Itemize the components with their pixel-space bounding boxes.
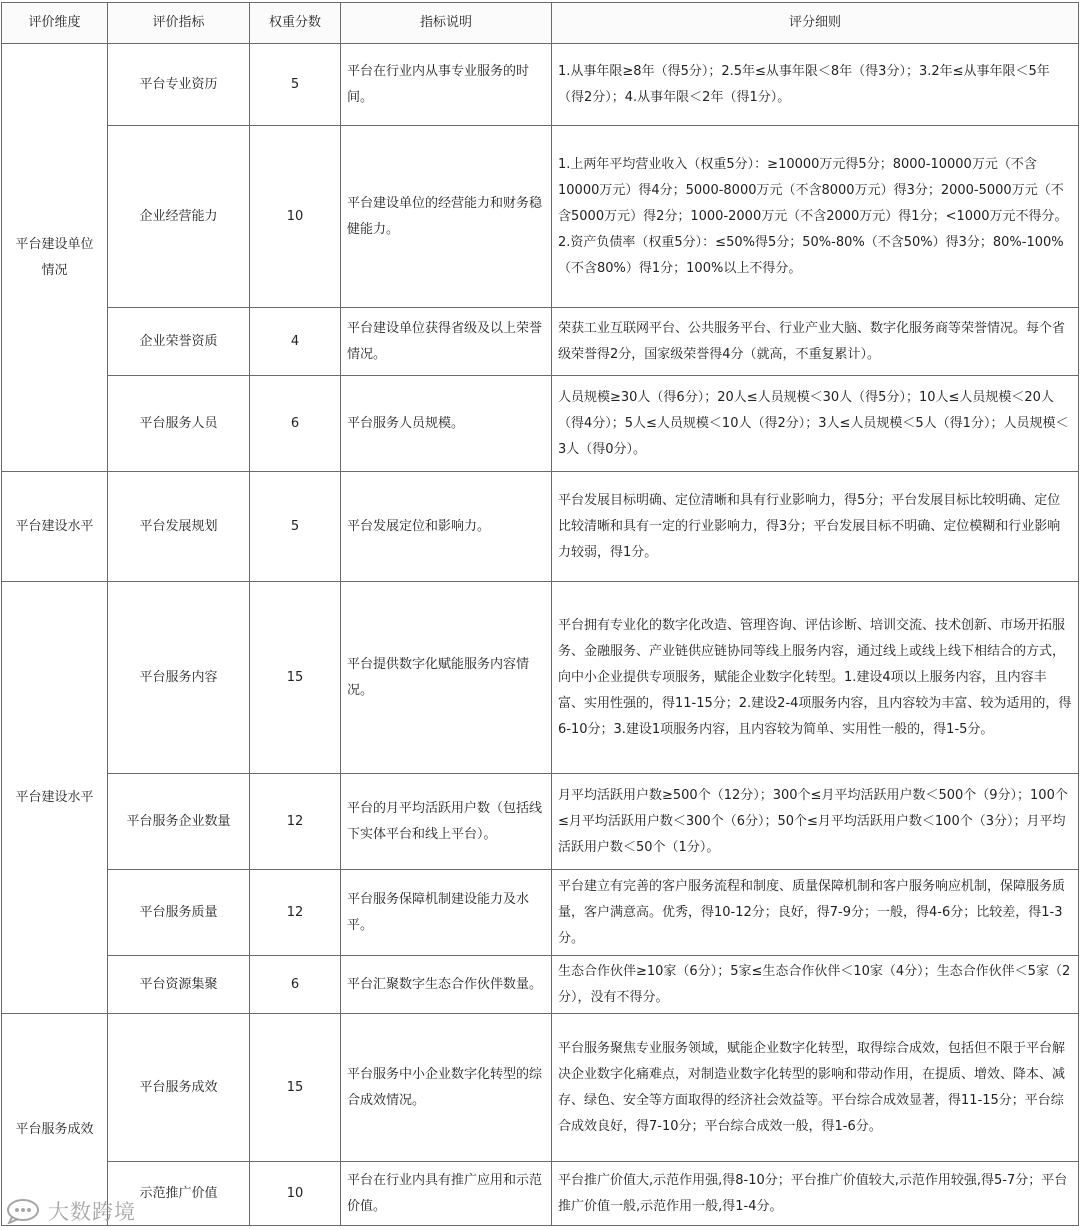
dimension-cell: 平台建设水平 — [2, 472, 108, 582]
rules-cell: 平台发展目标明确、定位清晰和具有行业影响力，得5分；平台发展目标比较明确、定位比较清晰和具有一定的行业影响力，得3分；平台发展目标不明确、定位模糊和行业影响力较弱，得1分。 — [552, 472, 1079, 582]
description-cell: 平台服务人员规模。 — [341, 376, 552, 472]
header-indicator: 评价指标 — [108, 3, 250, 44]
indicator-cell: 平台专业资历 — [108, 44, 250, 126]
header-weight: 权重分数 — [250, 3, 341, 44]
table-row — [2, 956, 1079, 1014]
description-cell: 平台发展定位和影响力。 — [341, 472, 552, 582]
table-row — [2, 1162, 1079, 1226]
dimension-cell: 平台建设单位情况 — [2, 44, 108, 472]
indicator-cell: 平台服务成效 — [108, 1014, 250, 1162]
dimension-cell: 平台建设水平 — [2, 582, 108, 1014]
description-cell: 平台的月平均活跃用户数（包括线下实体平台和线上平台）。 — [341, 774, 552, 870]
indicator-cell: 企业经营能力 — [108, 126, 250, 308]
rules-cell: 平台推广价值大,示范作用强,得8-10分；平台推广价值较大,示范作用较强,得5-7分；平台推广价值一般,示范作用一般,得1-4分。 — [552, 1162, 1079, 1226]
rules-cell: 荣获工业互联网平台、公共服务平台、行业产业大脑、数字化服务商等荣誉情况。每个省级荣誉得2分，国家级荣誉得4分（就高，不重复累计）。 — [552, 308, 1079, 376]
description-cell: 平台提供数字化赋能服务内容情况。 — [341, 582, 552, 774]
weight-cell: 15 — [250, 582, 341, 774]
weight-cell: 12 — [250, 870, 341, 956]
indicator-cell: 平台服务人员 — [108, 376, 250, 472]
table-row — [2, 774, 1079, 870]
table-row — [2, 1014, 1079, 1162]
description-cell: 平台汇聚数字生态合作伙伴数量。 — [341, 956, 552, 1014]
indicator-cell: 企业荣誉资质 — [108, 308, 250, 376]
weight-cell: 6 — [250, 376, 341, 472]
description-cell: 平台在行业内具有推广应用和示范价值。 — [341, 1162, 552, 1226]
indicator-cell: 平台服务质量 — [108, 870, 250, 956]
rules-cell: 1.上两年平均营业收入（权重5分）：≥10000万元得5分；8000-10000万元（不含10000万元）得4分；5000-8000万元（不含8000万元）得3分；2000-5000万元（不含5000万元）得2分；1000-2000万元（不含2000万元）得1分；<1000万元不得分。2.资产负债率（权重5分）：≤50%得5分；50%-80%（不含50%）得3分；80%-100%（不含80%）得1分；100%以上不得分。 — [552, 126, 1079, 308]
indicator-cell: 示范推广价值 — [108, 1162, 250, 1226]
description-cell: 平台建设单位获得省级及以上荣誉情况。 — [341, 308, 552, 376]
rules-cell: 平台建立有完善的客户服务流程和制度、质量保障机制和客户服务响应机制，保障服务质量，客户满意高。优秀，得10-12分；良好，得7-9分；一般，得4-6分；比较差，得1-3分。 — [552, 870, 1079, 956]
header-rules: 评分细则 — [552, 3, 1079, 44]
watermark — [6, 1196, 136, 1226]
table-row — [2, 376, 1079, 472]
weight-cell: 5 — [250, 472, 341, 582]
evaluation-table — [1, 2, 1079, 1226]
rules-cell: 月平均活跃用户数≥500个（12分）；300个≤月平均活跃用户数＜500个（9分）；100个≤月平均活跃用户数＜300个（6分）；50个≤月平均活跃用户数＜100个（3分）；月平均活跃用户数＜50个（1分）。 — [552, 774, 1079, 870]
indicator-cell: 平台服务企业数量 — [108, 774, 250, 870]
description-cell: 平台建设单位的经营能力和财务稳健能力。 — [341, 126, 552, 308]
header-dimension: 评价维度 — [2, 3, 108, 44]
description-cell: 平台服务中小企业数字化转型的综合成效情况。 — [341, 1014, 552, 1162]
description-cell: 平台在行业内从事专业服务的时间。 — [341, 44, 552, 126]
indicator-cell: 平台资源集聚 — [108, 956, 250, 1014]
table-row — [2, 582, 1079, 774]
rules-cell: 平台拥有专业化的数字化改造、管理咨询、评估诊断、培训交流、技术创新、市场开拓服务、金融服务、产业链供应链协同等线上服务内容，通过线上或线上线下相结合的方式，向中小企业提供专项服务，赋能企业数字化转型。1.建设4项以上服务内容，且内容丰富、实用性强的，得11-15分；2.建设2-4项服务内容，且内容较为丰富、较为适用的，得6-10分；3.建设1项服务内容，且内容较为简单、实用性一般的，得1-5分。 — [552, 582, 1079, 774]
indicator-cell: 平台服务内容 — [108, 582, 250, 774]
weight-cell: 10 — [250, 126, 341, 308]
rules-cell: 生态合作伙伴≥10家（6分）；5家≤生态合作伙伴＜10家（4分）；生态合作伙伴＜5家（2分），没有不得分。 — [552, 956, 1079, 1014]
table-row — [2, 870, 1079, 956]
weight-cell: 12 — [250, 774, 341, 870]
weight-cell: 4 — [250, 308, 341, 376]
table-row — [2, 308, 1079, 376]
table-row — [2, 44, 1079, 126]
weight-cell: 5 — [250, 44, 341, 126]
description-cell: 平台服务保障机制建设能力及水平。 — [341, 870, 552, 956]
indicator-cell: 平台发展规划 — [108, 472, 250, 582]
chat-bubble-logo-icon — [6, 1198, 42, 1224]
rules-cell: 1.从事年限≥8年（得5分）；2.5年≤从事年限＜8年（得3分）；3.2年≤从事年限＜5年（得2分）；4.从事年限＜2年（得1分）。 — [552, 44, 1079, 126]
rules-cell: 平台服务聚焦专业服务领域，赋能企业数字化转型，取得综合成效，包括但不限于平台解决企业数字化痛难点，对制造业数字化转型的影响和带动作用，在提质、增效、降本、减存、绿色、安全等方面取得的经济社会效益等。平台综合成效显著，得11-15分；平台综合成效良好，得7-10分；平台综合成效一般，得1-6分。 — [552, 1014, 1079, 1162]
weight-cell: 10 — [250, 1162, 341, 1226]
table-row — [2, 472, 1079, 582]
watermark-text: 大数跨境 — [48, 1200, 136, 1224]
header-description: 指标说明 — [341, 3, 552, 44]
weight-cell: 15 — [250, 1014, 341, 1162]
table-row — [2, 126, 1079, 308]
weight-cell: 6 — [250, 956, 341, 1014]
table-header-row — [2, 3, 1079, 44]
rules-cell: 人员规模≥30人（得6分）；20人≤人员规模＜30人（得5分）；10人≤人员规模＜20人（得4分）；5人≤人员规模＜10人（得2分）；3人≤人员规模＜5人（得1分）；人员规模＜3人（得0分）。 — [552, 376, 1079, 472]
dimension-cell: 平台服务成效 — [2, 1014, 108, 1226]
